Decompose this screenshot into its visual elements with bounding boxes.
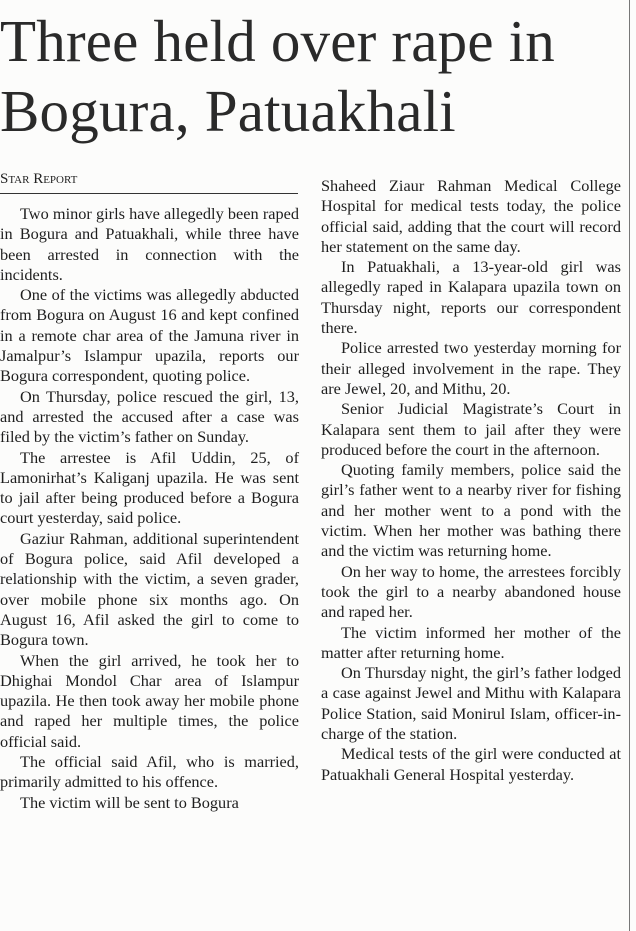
paragraph: Medical tests of the girl were conducted at Patuakhali General Hospital yesterday. [321,744,621,784]
byline-rule [0,193,298,194]
paragraph: Quoting family members, police said the girl’s father went to a nearby river for fishing and her mother went to a pond with the victim. When her mother was bathing there and the victim was returning home. [321,460,621,561]
paragraph: On her way to home, the arrestees forcibly took the girl to a nearby abandoned house and raped her. [321,561,621,622]
paragraph: In Patuakhali, a 13-year-old girl was allegedly raped in Kalapara upazila town on Thursday night, reports our correspondent there. [321,257,621,338]
article-column-2 [321,176,621,785]
paragraph: On Thursday, police rescued the girl, 13, and arrested the accused after a case was filed by the victim’s father on Sunday. [0,386,299,447]
paragraph-continued: Shaheed Ziaur Rahman Medical College Hospital for medical tests today, the police official said, adding that the court will record her statement on the same day. [321,176,621,256]
paragraph: When the girl arrived, he took her to Dhighai Mondol Char area of Islampur upazila. He then took away her mobile phone and raped her multiple times, the police official said. [0,650,299,751]
paragraph: Senior Judicial Magistrate’s Court in Kalapara sent them to jail after they were produced before the court in the afternoon. [321,399,621,459]
paragraph: Police arrested two yesterday morning for their alleged involvement in the rape. They are Jewel, 20, and Mithu, 20. [321,338,621,398]
headline: Three held over rape in Bogura, Patuakhali [0,8,555,144]
paragraph: Gaziur Rahman, additional superintendent of Bogura police, said Afil developed a relationship with the victim, a seven grader, over mobile phone six months ago. On August 16, Afil asked the girl to come to Bogura town. [0,528,299,650]
paragraph: Two minor girls have allegedly been raped in Bogura and Patuakhali, while three have been arrested in connection with the incidents. [0,204,299,284]
paragraph: One of the victims was allegedly abducted from Bogura on August 16 and kept confined in a remote char area of the Jamuna river in Jamalpur’s Islampur upazila, reports our Bogura correspondent, quoting police. [0,285,299,386]
article-column-1 [0,204,299,813]
paragraph: The victim informed her mother of the matter after returning home. [321,622,621,662]
paragraph: The official said Afil, who is married, primarily admitted to his offence. [0,752,299,792]
paragraph: On Thursday night, the girl’s father lodged a case against Jewel and Mithu with Kalapara Police Station, said Monirul Islam, officer-in-charge of the station. [321,663,621,744]
paragraph: The arrestee is Afil Uddin, 25, of Lamonirhat’s Kaliganj upazila. He was sent to jail after being produced before a Bogura court yesterday, said police. [0,447,299,528]
byline: Star Report [0,171,78,187]
column-divider [629,0,630,931]
paragraph: The victim will be sent to Bogura [20,792,239,812]
